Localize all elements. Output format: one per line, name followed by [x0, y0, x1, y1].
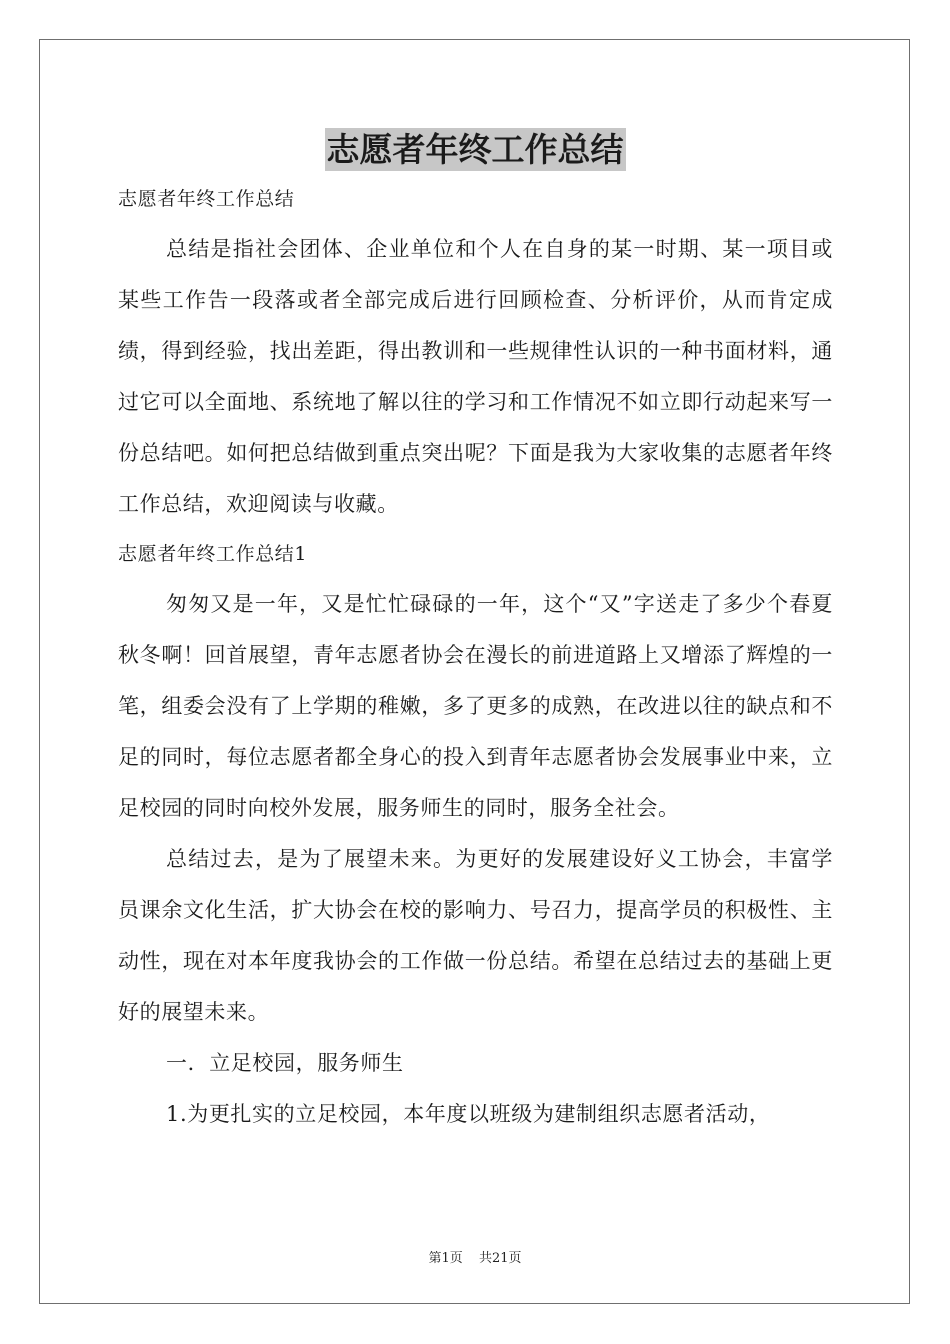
list-item: 1.为更扎实的立足校园，本年度以班级为建制组织志愿者活动， — [166, 1102, 771, 1126]
subtitle: 志愿者年终工作总结 — [118, 188, 295, 210]
section-paragraph-2: 总结过去，是为了展望未来。为更好的发展建设好义工协会，丰富学员课余文化生活，扩大协会在校的影响力、号召力，提高学员的积极性、主动性，现在对本年度我协会的工作做一份总结。希望在总结过去的基础上更好的展望未来。 — [118, 847, 833, 1024]
document-title — [0, 126, 950, 174]
page-footer — [0, 1247, 950, 1266]
page-total: 共21页 — [478, 1251, 522, 1266]
title-text: 志愿者年终工作总结 — [326, 130, 624, 169]
page-number: 第1页 — [428, 1251, 463, 1266]
intro-paragraph: 总结是指社会团体、企业单位和个人在自身的某一时期、某一项目或某些工作告一段落或者全部完成后进行回顾检查、分析评价，从而肯定成绩，得到经验，找出差距，得出教训和一些规律性认识的一种书面材料，通过它可以全面地、系统地了解以往的学习和工作情况不如立即行动起来写一份总结吧。如何把总结做到重点突出呢？下面是我为大家收集的志愿者年终工作总结，欢迎阅读与收藏。 — [118, 237, 833, 516]
section-heading: 志愿者年终工作总结1 — [118, 543, 308, 565]
section-paragraph-1: 匆匆又是一年，又是忙忙碌碌的一年，这个“又”字送走了多少个春夏秋冬啊！回首展望，青年志愿者协会在漫长的前进道路上又增添了辉煌的一笔，组委会没有了上学期的稚嫩，多了更多的成熟，在改进以往的缺点和不足的同时，每位志愿者都全身心的投入到青年志愿者协会发展事业中来，立足校园的同时向校外发展，服务师生的同时，服务全社会。 — [118, 592, 833, 820]
sub-heading: 一．立足校园，服务师生 — [166, 1051, 404, 1075]
document-body — [118, 175, 833, 1140]
